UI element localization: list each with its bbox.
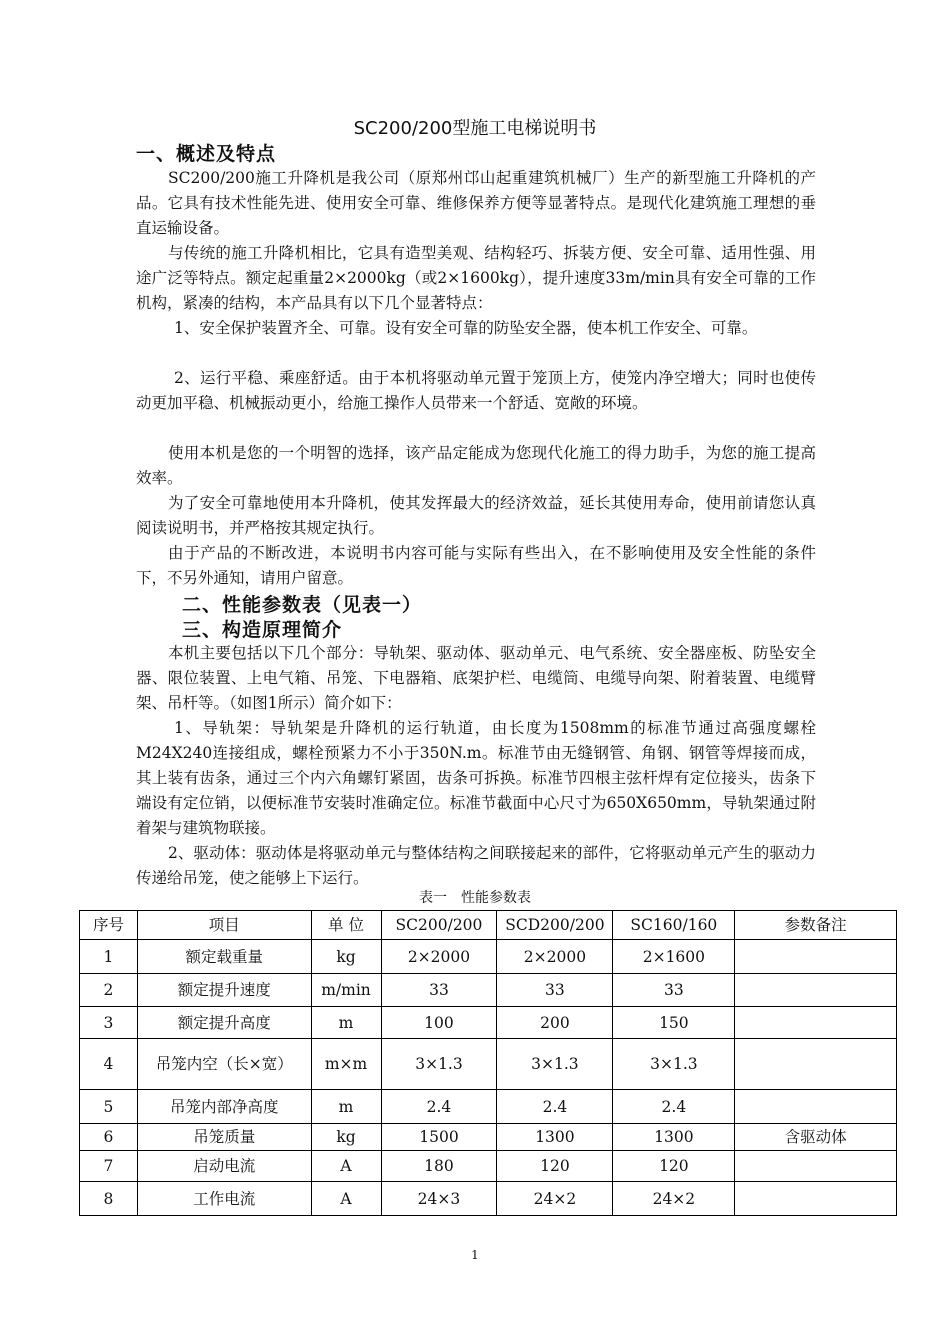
table-cell: A: [311, 1151, 381, 1182]
table-cell: 24×2: [613, 1182, 735, 1216]
table-cell: 200: [497, 1007, 613, 1039]
table-row: [80, 974, 897, 1007]
table-cell: [735, 1182, 897, 1216]
table-cell: 1300: [497, 1124, 613, 1151]
section-heading-parameters: 二、性能参数表（见表一）: [182, 594, 423, 616]
table-row: [80, 1182, 897, 1216]
table-cell: 额定提升速度: [137, 974, 311, 1007]
table-row: [80, 1007, 897, 1039]
paragraph-notice: 由于产品的不断改进，本说明书内容可能与实际有些出入，在不影响使用及安全性能的条件下，不另外通知，请用户留意。: [136, 544, 816, 587]
table-cell: [735, 1151, 897, 1182]
table-cell: 4: [80, 1039, 138, 1090]
table-cell: 2.4: [381, 1090, 497, 1124]
table-row: [80, 1124, 897, 1151]
table-cell: 120: [497, 1151, 613, 1182]
table-cell: [735, 940, 897, 974]
table-cell: 工作电流: [137, 1182, 311, 1216]
table-cell: 2×2000: [497, 940, 613, 974]
paragraph-intro: SC200/200施工升降机是我公司（原郑州邙山起重建筑机械厂）生产的新型施工升降机的产品。它具有技术性能先进、使用安全可靠、维修保养方便等显著特点。是现代化建筑施工理想的垂直运输设备。: [136, 169, 816, 237]
section-heading-structure: 三、构造原理简介: [182, 619, 343, 641]
table-cell: 1: [80, 940, 138, 974]
table-cell: m/min: [311, 974, 381, 1007]
table-cell: 100: [381, 1007, 497, 1039]
table-cell: 3: [80, 1007, 138, 1039]
table-cell: 启动电流: [137, 1151, 311, 1182]
section-heading-overview: 一、概述及特点: [136, 143, 277, 165]
table-cell: 7: [80, 1151, 138, 1182]
table-cell: 2: [80, 974, 138, 1007]
header-cell: SC200/200: [381, 911, 497, 940]
table-cell: 吊笼内部净高度: [137, 1090, 311, 1124]
table-cell: 6: [80, 1124, 138, 1151]
table-caption: 表一 性能参数表: [419, 890, 531, 906]
paragraph-safety: 为了安全可靠地使用本升降机，使其发挥最大的经济效益，延长其使用寿命，使用前请您认真阅读说明书，并严格按其规定执行。: [136, 494, 816, 537]
table-cell: 3×1.3: [381, 1039, 497, 1090]
table-cell: [735, 974, 897, 1007]
table-row: [80, 1039, 897, 1090]
paragraph-components: 本机主要包括以下几个部分：导轨架、驱动体、驱动单元、电气系统、安全器座板、防坠安全器、限位装置、上电气箱、吊笼、下电器箱、底架护栏、电缆筒、电缆导向架、附着装置、电缆臂架、吊杆等。（如图1所示）简介如下：: [136, 644, 816, 712]
table-cell: 24×2: [497, 1182, 613, 1216]
header-cell: SCD200/200: [497, 911, 613, 940]
table-cell: 额定载重量: [137, 940, 311, 974]
table-cell: [735, 1007, 897, 1039]
header-cell: 单 位: [311, 911, 381, 940]
table-cell: [735, 1090, 897, 1124]
table-cell: kg: [311, 1124, 381, 1151]
header-cell: 项目: [137, 911, 311, 940]
table-cell: 33: [381, 974, 497, 1007]
header-cell: 参数备注: [735, 911, 897, 940]
document-title: SC200/200型施工电梯说明书: [353, 118, 597, 139]
table-cell: 2.4: [613, 1090, 735, 1124]
table-cell: 额定提升高度: [137, 1007, 311, 1039]
paragraph-guide-rail: 1、导轨架：导轨架是升降机的运行轨道，由长度为1508mm的标准节通过高强度螺栓M24X240连接组成，螺栓预紧力不小于350N.m。标准节由无缝钢管、角钢、钢管等焊接而成，其上装有齿条，通过三个内六角螺钉紧固，齿条可拆换。标准节四根主弦杆焊有定位接头，齿条下端设有定位销，以便标准节安装时准确定位。标准节截面中心尺寸为650X650mm，导轨架通过附着架与建筑物联接。: [136, 719, 816, 837]
header-cell: 序号: [80, 911, 138, 940]
table-cell: 5: [80, 1090, 138, 1124]
paragraph-feature-2: 2、运行平稳、乘座舒适。由于本机将驱动单元置于笼顶上方，使笼内净空增大；同时也使传动更加平稳、机械振动更小，给施工操作人员带来一个舒适、宽敞的环境。: [136, 369, 816, 412]
table-cell: m×m: [311, 1039, 381, 1090]
table-row: [80, 1090, 897, 1124]
table-cell: 1500: [381, 1124, 497, 1151]
table-cell: 3×1.3: [613, 1039, 735, 1090]
page-number: 1: [471, 1248, 479, 1262]
table-cell: 1300: [613, 1124, 735, 1151]
table-cell: 33: [497, 974, 613, 1007]
table-cell: kg: [311, 940, 381, 974]
table-row: [80, 940, 897, 974]
table-header-row: [80, 911, 897, 940]
paragraph-feature-1: 1、安全保护装置齐全、可靠。设有安全可靠的防坠安全器，使本机工作安全、可靠。: [174, 319, 758, 337]
table-row: [80, 1151, 897, 1182]
table-cell: m: [311, 1007, 381, 1039]
header-cell: SC160/160: [613, 911, 735, 940]
paragraph-comparison: 与传统的施工升降机相比，它具有造型美观、结构轻巧、拆装方便、安全可靠、适用性强、用途广泛等特点。额定起重量2×2000kg（或2×1600kg），提升速度33m/min具有安全可靠的工作机构，紧凑的结构，本产品具有以下几个显著特点：: [136, 244, 816, 312]
table-cell: A: [311, 1182, 381, 1216]
table-cell: 含驱动体: [735, 1124, 897, 1151]
table-cell: 2.4: [497, 1090, 613, 1124]
table-cell: 2×1600: [613, 940, 735, 974]
table-cell: 180: [381, 1151, 497, 1182]
table-cell: 3×1.3: [497, 1039, 613, 1090]
table-cell: 150: [613, 1007, 735, 1039]
table-cell: 8: [80, 1182, 138, 1216]
table-cell: 120: [613, 1151, 735, 1182]
table-cell: 2×2000: [381, 940, 497, 974]
table-cell: 33: [613, 974, 735, 1007]
table-cell: 吊笼内空（长×宽）: [137, 1039, 311, 1090]
table-cell: m: [311, 1090, 381, 1124]
paragraph-drive-body: 2、驱动体：驱动体是将驱动单元与整体结构之间联接起来的部件，它将驱动单元产生的驱动力传递给吊笼，使之能够上下运行。: [136, 844, 816, 887]
paragraph-choice: 使用本机是您的一个明智的选择，该产品定能成为您现代化施工的得力助手，为您的施工提高效率。: [136, 444, 816, 487]
table-cell: 24×3: [381, 1182, 497, 1216]
table-cell: [735, 1039, 897, 1090]
table-cell: 吊笼质量: [137, 1124, 311, 1151]
performance-parameter-table: [79, 910, 897, 1216]
